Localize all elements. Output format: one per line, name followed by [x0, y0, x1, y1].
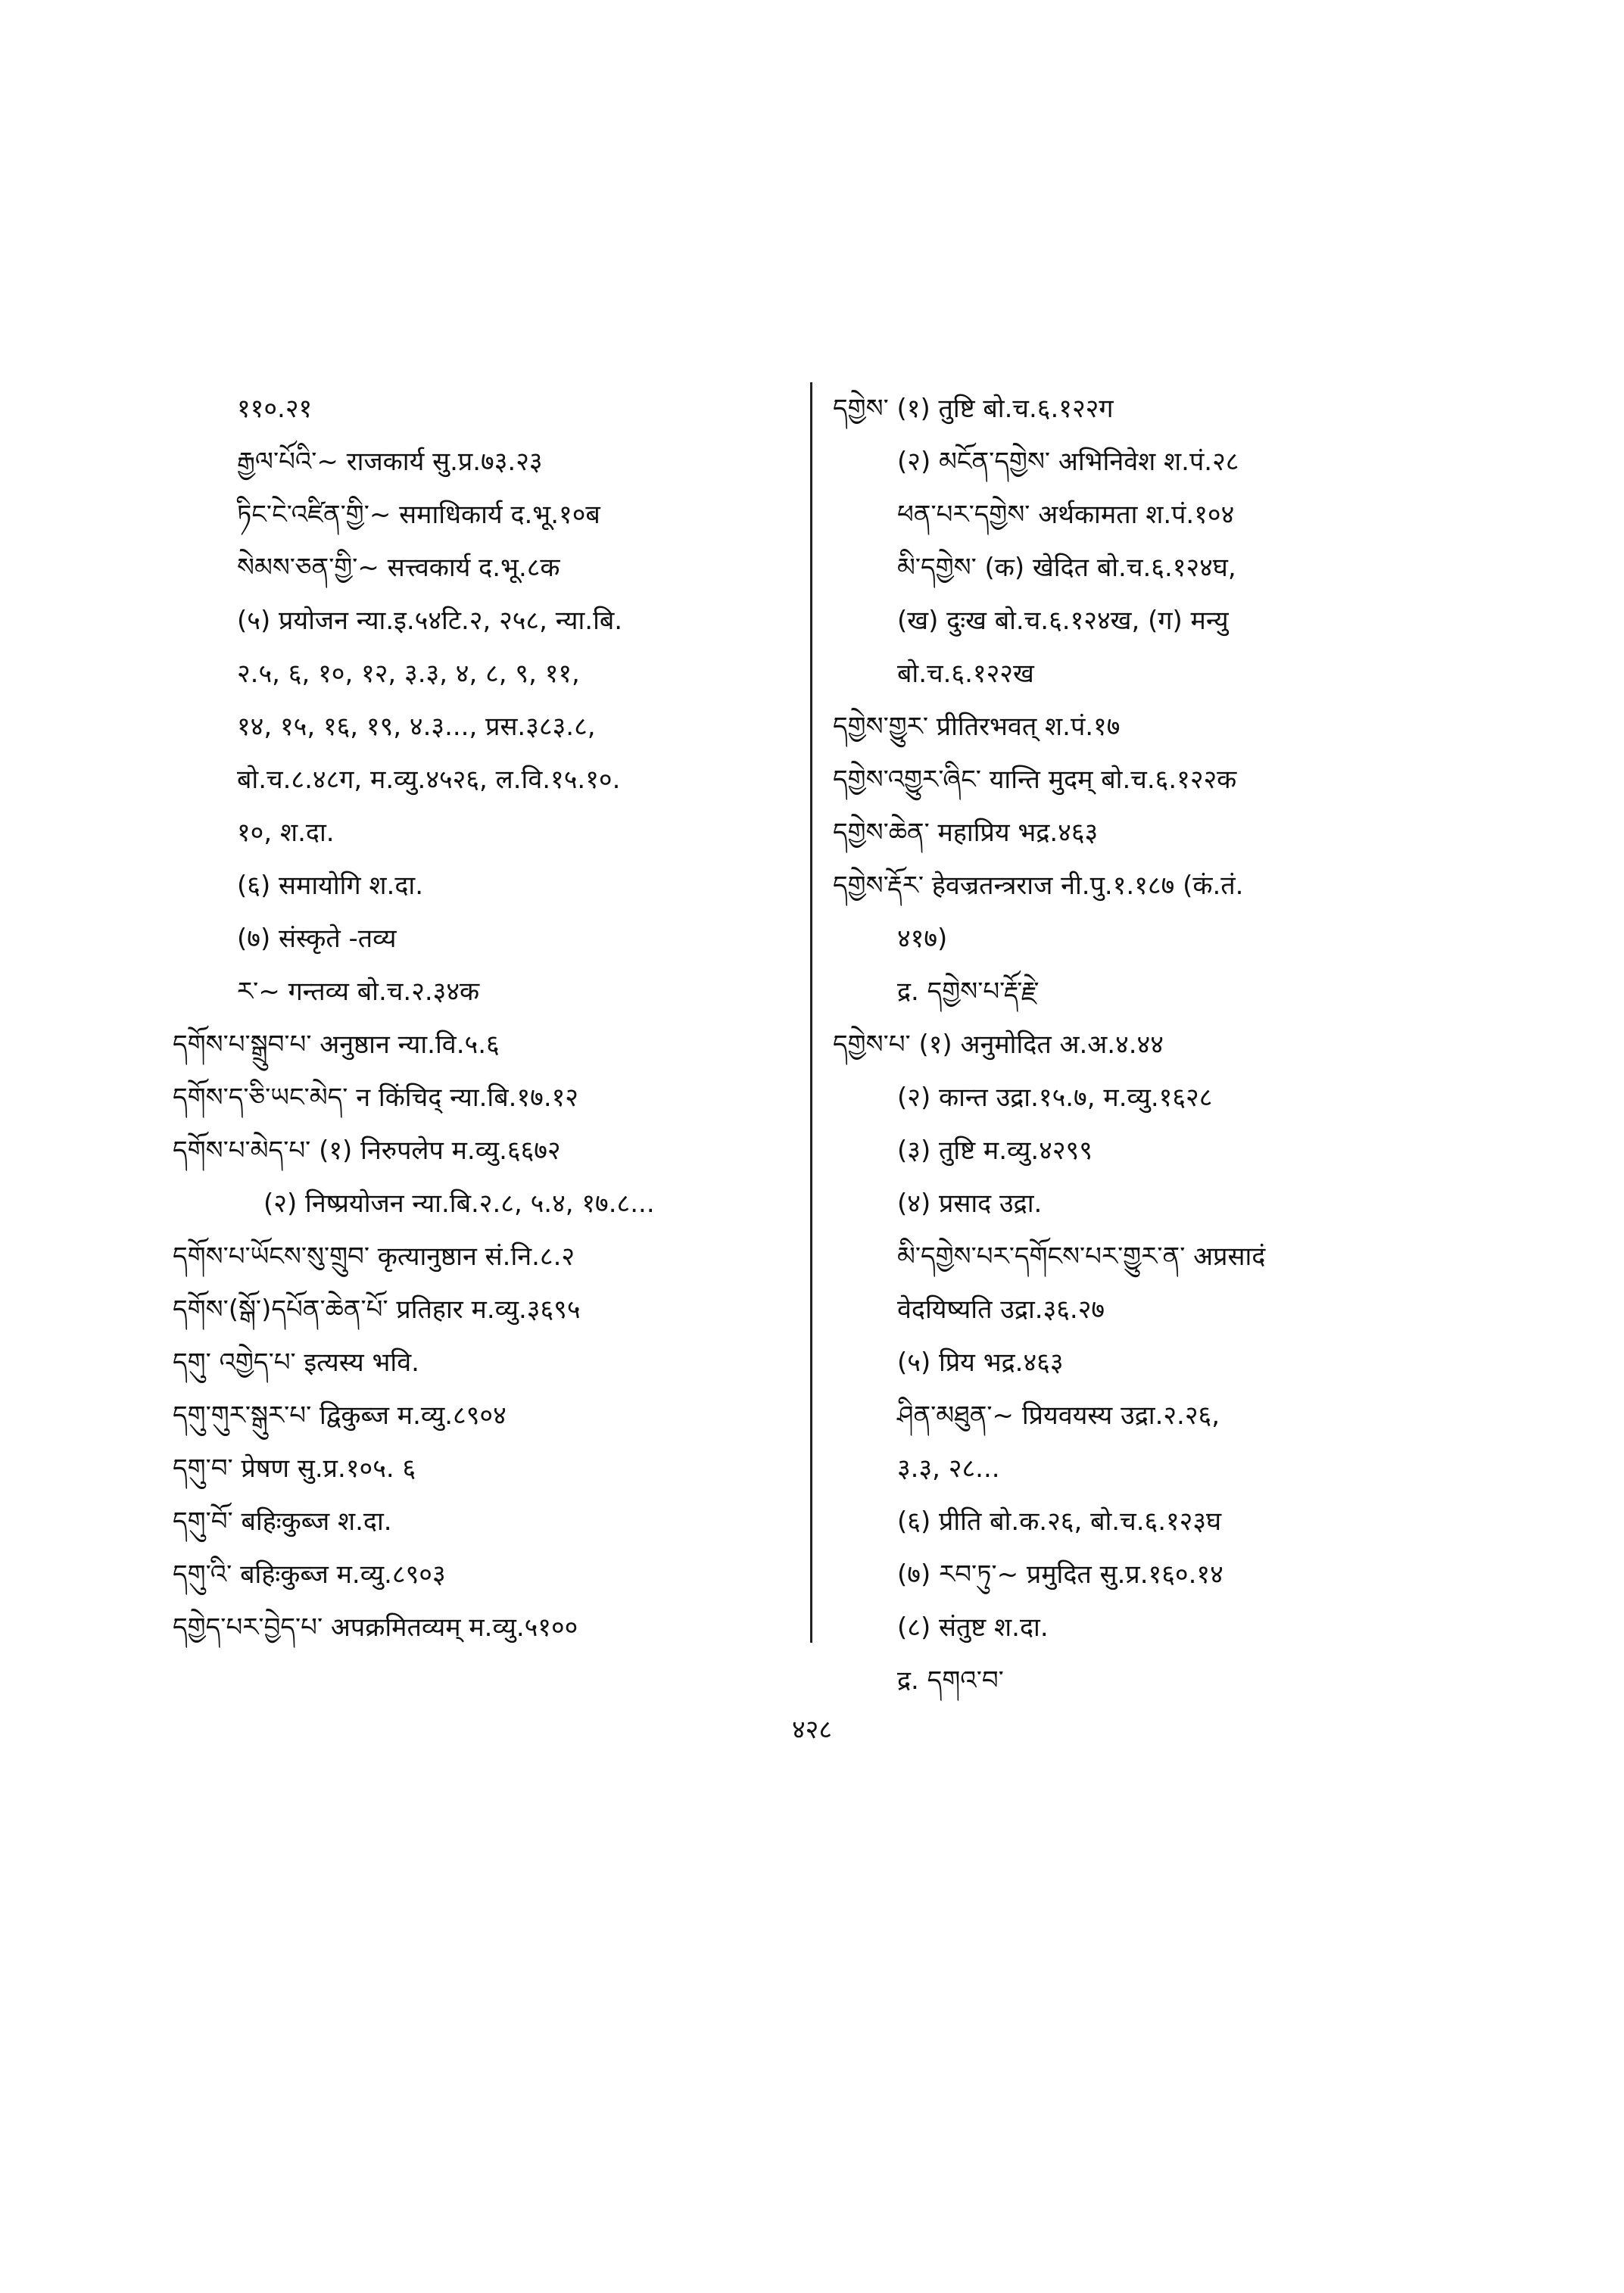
entry-line: དགྱེས་ཆེན་ महाप्रिय भद्र.४६३	[833, 818, 1099, 848]
entry-line: (६) समायोगि श.दा.	[237, 871, 424, 901]
entry-line: (२) निष्प्रयोजन न्या.बि.२.८, ५.४, १७.८...	[263, 1189, 655, 1219]
entry-line: (५) प्रिय भद्र.४६३	[897, 1347, 1064, 1378]
entry-line: དགོས་པ་སྒྲུབ་པ་ अनुष्ठान न्या.वि.५.६	[173, 1030, 500, 1060]
entry-line: དགོས་(སྒོ་)དཔོན་ཆེན་པོ་ प्रतिहार म.व्यु.३६९५	[173, 1294, 581, 1325]
entry-line: དགུ་གུར་སྒུར་པ་ द्विकुब्ज म.व्यु.८९०४	[173, 1400, 507, 1431]
entry-line: མི་དགྱེས་པར་དགོངས་པར་གྱུར་ན་ अप्रसादं	[897, 1242, 1266, 1272]
entry-line: ཏིང་ངེ་འཛིན་གྱི་~ समाधिकार्य द.भू.१०ब	[237, 500, 600, 530]
entry-line: དགོས་པ་མེད་པ་ (१) निरुपलेप म.व्यु.६६७२	[173, 1136, 561, 1166]
entry-line: (३) तुष्टि म.व्यु.४२९९	[897, 1136, 1093, 1166]
entry-line: (८) संतुष्ट श.दा.	[897, 1612, 1049, 1643]
left-column	[173, 382, 793, 1654]
entry-line: ४१७)	[897, 924, 948, 954]
entry-line: (२) कान्त उद्रा.१५.७, म.व्यु.१६२८	[897, 1083, 1213, 1113]
entry-line: དགུ་འི་ बहिःकुब्ज म.व्यु.८९०३	[173, 1559, 446, 1590]
entry-line: དགྱེད་པར་བྱེད་པ་ अपक्रमितव्यम् म.व्यु.५१००	[173, 1612, 578, 1643]
entry-line: ११०.२१	[237, 394, 313, 424]
entry-line: དགུ་བ་ प्रेषण सु.प्र.१०५. ६	[173, 1453, 416, 1484]
entry-line: (२) མངོན་དགྱེས་ अभिनिवेश श.पं.२८	[897, 447, 1239, 477]
column-divider	[810, 382, 812, 1643]
entry-line: དགོས་པ་ཡོངས་སུ་གྲུབ་ कृत्यानुष्ठान सं.नि.८.२	[173, 1242, 575, 1272]
entry-line: (४) प्रसाद उद्रा.	[897, 1189, 1043, 1219]
entry-line: १०, श.दा.	[237, 818, 335, 848]
entry-line: ར་~ गन्तव्य बो.च.२.३४क	[237, 977, 480, 1007]
page-number: ४२८	[791, 1715, 833, 1745]
entry-line: དགུ་ འགྱེད་པ་ इत्यस्य भवि.	[173, 1347, 419, 1378]
entry-line: དགྱེས་གྱུར་ प्रीतिरभवत् श.पं.१७	[833, 712, 1121, 742]
entry-line: དགྱེས་འགྱུར་ཞིང་ यान्ति मुदम् बो.च.६.१२२क	[833, 765, 1237, 795]
entry-line: (ख) दुःख बो.च.६.१२४ख, (ग) मन्यु	[897, 606, 1229, 636]
entry-line: ཕན་པར་དགྱེས་ अर्थकामता श.पं.१०४	[897, 500, 1235, 530]
entry-line: (६) प्रीति बो.क.२६, बो.च.६.१२३घ	[897, 1506, 1222, 1537]
entry-line: དགུ་བོ་ बहिःकुब्ज श.दा.	[173, 1506, 392, 1537]
entry-line: དགྱེས་པ་ (१) अनुमोदित अ.अ.४.४४	[833, 1030, 1164, 1060]
entry-line: དགོས་ད་ཅི་ཡང་མེད་ न किंचिद् न्या.बि.१७.१२	[173, 1083, 578, 1113]
entry-line: द्र. དགའ་བ་	[897, 1665, 1004, 1696]
entry-line: རྒྱལ་པོའི་~ राजकार्य सु.प्र.७३.२३	[237, 447, 543, 477]
entry-line: द्र. དགྱེས་པ་རྡོ་རྗེ་	[897, 977, 1040, 1007]
entry-line: वेदयिष्यति उद्रा.३६.२७	[897, 1294, 1105, 1325]
entry-line: སེམས་ཅན་གྱི་~ सत्त्वकार्य द.भू.८क	[237, 553, 560, 583]
entry-line: ཤིན་མཐུན་~ प्रियवयस्य उद्रा.२.२६,	[897, 1400, 1220, 1431]
entry-line: बो.च.८.४८ग, म.व्यु.४५२६, ल.वि.१५.१०.	[237, 765, 621, 795]
entry-line: बो.च.६.१२२ख	[897, 659, 1034, 689]
entry-line: (७) संस्कृते -तव्य	[237, 924, 397, 954]
entry-line: २.५, ६, १०, १२, ३.३, ४, ८, ९, ११,	[237, 659, 580, 689]
entry-line: དགྱེས་རྡོར་ हेवज्रतन्त्रराज नी.पु.१.१८७ (कं.तं.	[833, 871, 1244, 901]
entry-line: (५) प्रयोजन न्या.इ.५४टि.२, २५८, न्या.बि.	[237, 606, 623, 636]
entry-line: ३.३, २८...	[897, 1453, 1000, 1484]
entry-line: (७) རབ་ཏུ་~ प्रमुदित सु.प्र.१६०.१४	[897, 1559, 1223, 1590]
entry-line: མི་དགྱེས་ (क) खेदित बो.च.६.१२४घ,	[897, 553, 1236, 583]
entry-line: དགྱེས་ (१) तुष्टि बो.च.६.१२२ग	[833, 394, 1114, 424]
right-column	[833, 382, 1461, 1707]
entry-line: १४, १५, १६, १९, ४.३..., प्रस.३८३.८,	[237, 712, 596, 742]
